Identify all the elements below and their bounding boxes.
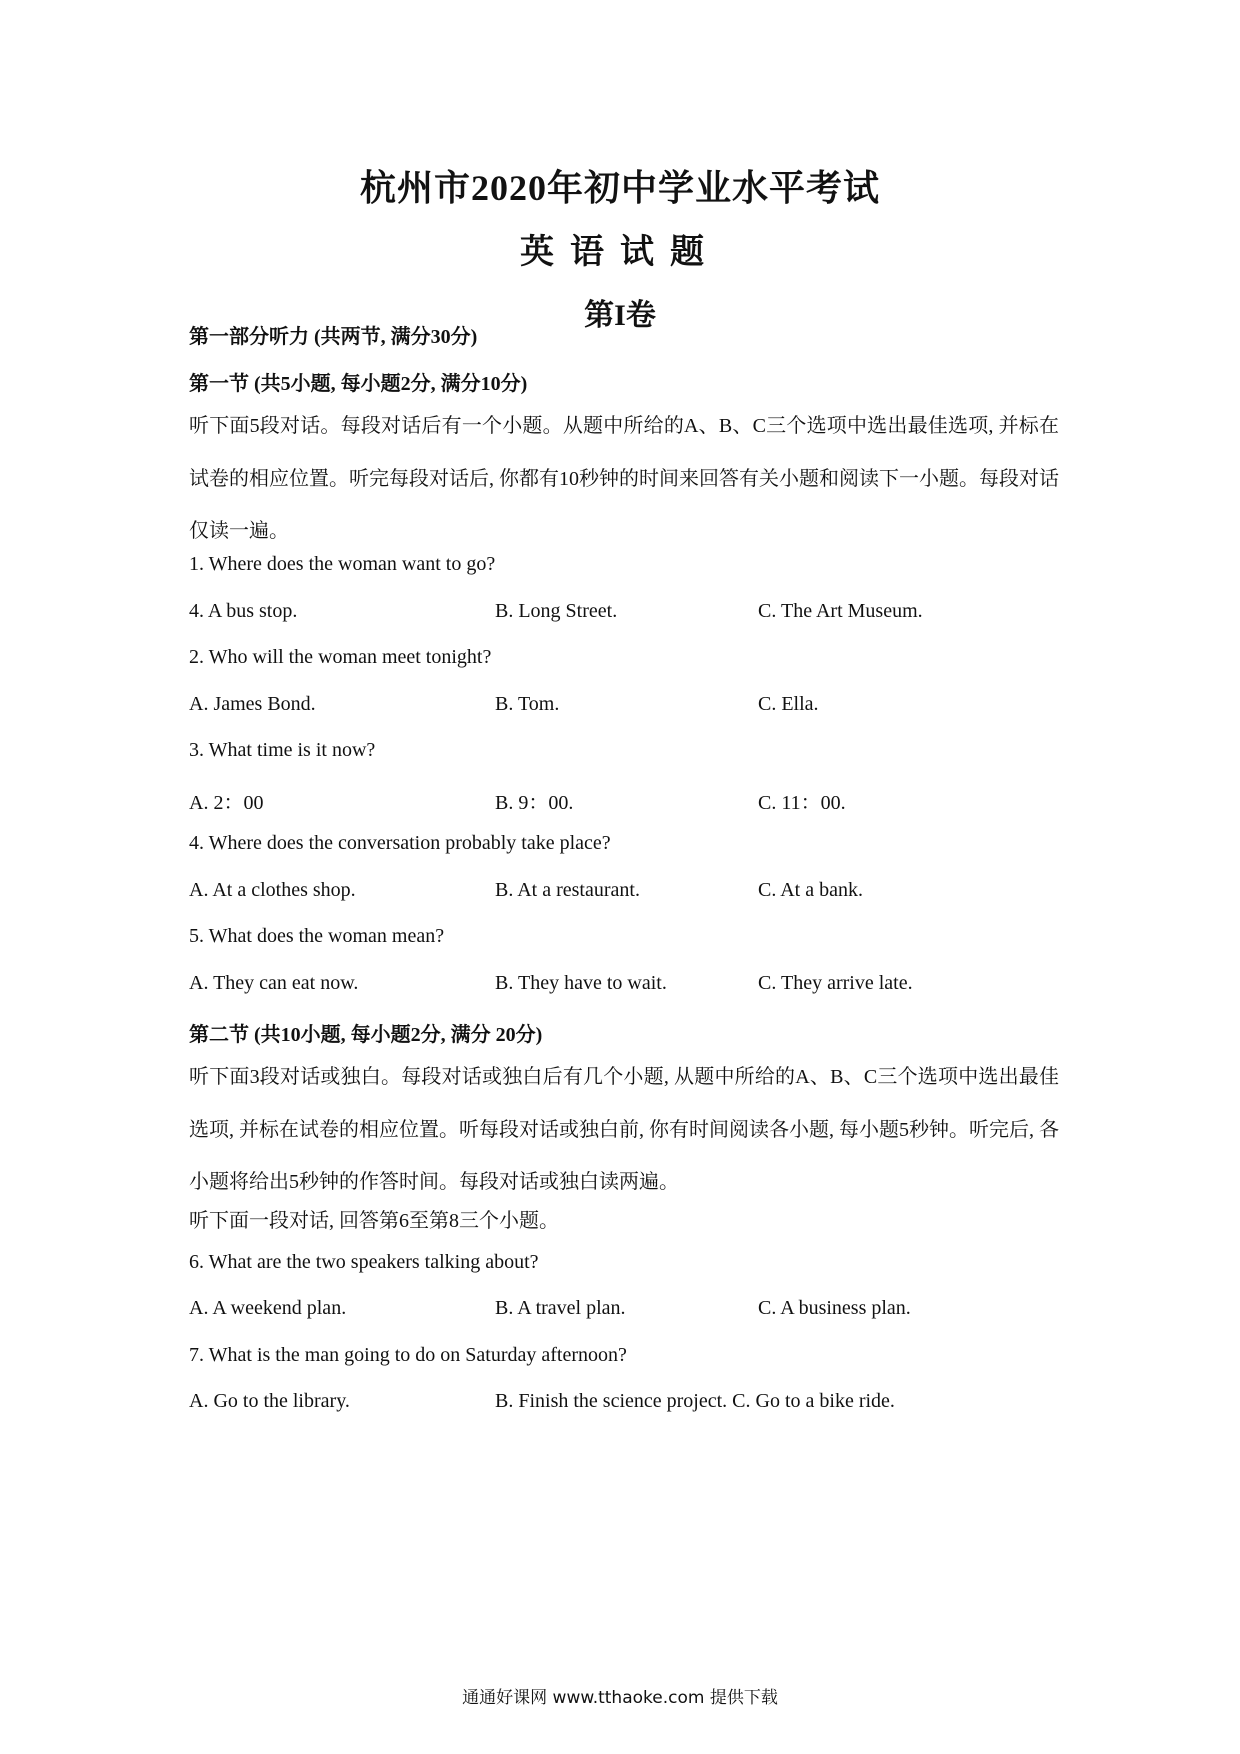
option-a[interactable]: A. 2：00 — [189, 792, 264, 814]
option-b[interactable]: B. A travel plan. — [495, 1297, 626, 1319]
dialog-intro: 听下面一段对话, 回答第6至第8三个小题。 — [189, 1210, 559, 1232]
question-1: 1. Where does the woman want to go? — [189, 553, 496, 575]
section2-header: 第二节 (共10小题, 每小题2分, 满分 20分) — [189, 1024, 543, 1046]
part1-header: 第一部分听力 (共两节, 满分30分) — [189, 326, 478, 348]
option-c[interactable]: C. They arrive late. — [758, 972, 913, 994]
question-3: 3. What time is it now? — [189, 739, 376, 761]
section1-instructions: 听下面5段对话。每段对话后有一个小题。从题中所给的A、B、C三个选项中选出最佳选项, 并标在试卷的相应位置。听完每段对话后, 你都有10秒钟的时间来回答有关小题和阅读下一小题。每段对话仅读一遍。 — [189, 415, 1059, 542]
question-6: 6. What are the two speakers talking about? — [189, 1251, 539, 1273]
option-b[interactable]: B. Tom. — [495, 693, 560, 715]
exam-title: 杭州市2020年初中学业水平考试 — [359, 168, 880, 208]
exam-subtitle: 英语试题 — [520, 234, 720, 271]
option-a[interactable]: 4. A bus stop. — [189, 600, 298, 622]
option-a[interactable]: A. At a clothes shop. — [189, 879, 356, 901]
option-c[interactable]: C. A business plan. — [758, 1297, 911, 1319]
option-a[interactable]: A. A weekend plan. — [189, 1297, 347, 1319]
option-c[interactable]: C. Ella. — [758, 693, 819, 715]
section2-instructions: 听下面3段对话或独白。每段对话或独白后有几个小题, 从题中所给的A、B、C三个选项中选出最佳选项, 并标在试卷的相应位置。听每段对话或独白前, 你有时间阅读各小题, 每小题5秒钟。听完后, 各小题将给出5秒钟的作答时间。每段对话或独白读两遍。 — [189, 1066, 1059, 1193]
option-b[interactable]: B. 9：00. — [495, 792, 574, 814]
option-a[interactable]: A. They can eat now. — [189, 972, 359, 994]
option-b[interactable]: B. Long Street. — [495, 600, 618, 622]
option-c[interactable]: C. 11：00. — [758, 792, 846, 814]
section1-header: 第一节 (共5小题, 每小题2分, 满分10分) — [189, 373, 528, 395]
option-b[interactable]: B. Finish the science project. C. Go to a bike ride. — [495, 1390, 895, 1412]
volume-label: 第I卷 — [584, 299, 656, 332]
option-b[interactable]: B. At a restaurant. — [495, 879, 640, 901]
option-c[interactable]: C. At a bank. — [758, 879, 863, 901]
question-5: 5. What does the woman mean? — [189, 925, 445, 947]
question-2: 2. Who will the woman meet tonight? — [189, 646, 492, 668]
option-b[interactable]: B. They have to wait. — [495, 972, 667, 994]
footer-source: 通通好课网 www.tthaoke.com 提供下载 — [462, 1688, 778, 1708]
option-c[interactable]: C. The Art Museum. — [758, 600, 923, 622]
option-a[interactable]: A. Go to the library. — [189, 1390, 350, 1412]
question-4: 4. Where does the conversation probably take place? — [189, 832, 611, 854]
question-7: 7. What is the man going to do on Saturday afternoon? — [189, 1344, 627, 1366]
option-a[interactable]: A. James Bond. — [189, 693, 316, 715]
